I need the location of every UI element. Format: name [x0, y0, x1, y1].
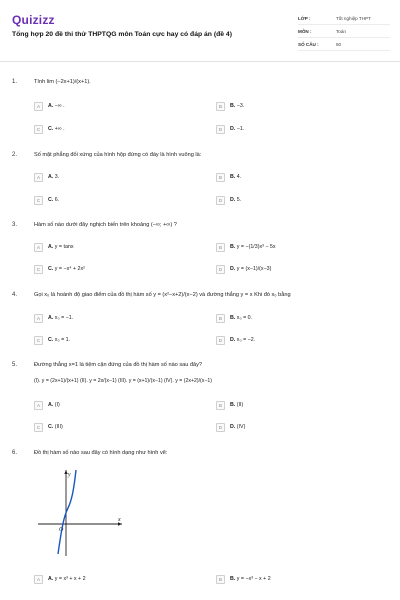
option-value: 6. — [54, 197, 60, 203]
option-label: A. — [48, 315, 54, 321]
y-axis-label: y — [68, 472, 71, 478]
question-text: Gọi x₀ là hoành độ giao điểm của đồ thị hàm số y = (x²−x+2)/(x−2) và đường thẳng y = x Khi đó x₀ bằng — [34, 292, 291, 298]
option-value: x₀ = 1. — [54, 337, 71, 343]
option-label: C. — [48, 337, 54, 343]
option-value: (IV) — [236, 424, 246, 430]
question-number: 4. — [12, 292, 18, 298]
quizizz-logo[interactable]: Quizizz — [12, 13, 55, 27]
option-value: −1. — [236, 126, 245, 132]
option-b[interactable] — [216, 172, 241, 182]
x-axis-label: x — [118, 517, 121, 523]
option-letter: A — [34, 401, 43, 410]
option-b[interactable] — [216, 101, 244, 111]
option-letter: A — [34, 102, 43, 111]
meta-value: Tốt nghiệp THPT — [336, 15, 371, 21]
option-a[interactable] — [34, 101, 65, 111]
option-label: B. — [230, 244, 236, 250]
option-value: 4. — [236, 174, 242, 180]
worksheet-header — [0, 0, 400, 62]
option-a[interactable] — [34, 172, 59, 182]
option-label: A. — [48, 402, 54, 408]
function-list: (I). y = (2x+1)/(x+1) (II). y = 2x/(x−1) (III). y = (x+1)/(x−1) (IV). y = (2x+2)/(x−1) — [34, 378, 213, 384]
option-value: y = −(1/3)x³ − 5x — [236, 244, 276, 250]
option-letter: C — [34, 336, 43, 345]
meta-table — [298, 12, 390, 51]
option-letter: B — [216, 173, 225, 182]
option-label: A. — [48, 576, 54, 582]
option-label: B. — [230, 174, 236, 180]
option-label: C. — [48, 424, 54, 430]
option-d[interactable] — [216, 195, 241, 205]
meta-row-subject — [298, 25, 390, 38]
option-label: B. — [230, 402, 236, 408]
question-text: Hàm số nào dưới đây nghịch biến trên khoảng (−∞; +∞) ? — [34, 222, 177, 228]
option-value: −∞ . — [54, 103, 65, 109]
option-d[interactable] — [216, 335, 255, 345]
question-text: Đồ thị hàm số nào sau đây có hình dạng như hình vẽ: — [34, 450, 168, 456]
option-b[interactable] — [216, 313, 252, 323]
option-label: B. — [230, 315, 236, 321]
option-d[interactable] — [216, 264, 271, 274]
question-4 — [12, 292, 392, 352]
option-value: y = x³ + x + 2 — [54, 576, 86, 582]
option-b[interactable] — [216, 242, 276, 252]
option-letter: B — [216, 102, 225, 111]
meta-row-class — [298, 12, 390, 25]
option-label: C. — [48, 197, 54, 203]
question-1 — [12, 79, 392, 139]
option-letter: C — [34, 125, 43, 134]
option-value: (II) — [236, 402, 244, 408]
option-label: D. — [230, 197, 236, 203]
option-value: y = −x⁴ + 2x² — [54, 266, 85, 272]
option-label: A. — [48, 103, 54, 109]
option-value: y = (x−1)/(x−3) — [236, 266, 272, 272]
meta-value: 50 — [336, 41, 342, 47]
option-value: +∞ . — [54, 126, 65, 132]
function-curve — [58, 470, 76, 554]
option-label: D. — [230, 126, 236, 132]
option-letter: D — [216, 336, 225, 345]
option-c[interactable] — [34, 422, 63, 432]
origin-label: O — [59, 527, 64, 533]
q6-option-a[interactable] — [34, 574, 86, 584]
option-letter: B — [216, 401, 225, 410]
question-3 — [12, 222, 392, 282]
option-letter: B — [216, 243, 225, 252]
option-value: −3. — [236, 103, 245, 109]
question-2 — [12, 152, 392, 212]
question-text: Đường thẳng x=1 là tiệm cận đứng của đồ thị hàm số nào sau đây? — [34, 362, 203, 368]
option-letter: B — [216, 575, 225, 584]
option-c[interactable] — [34, 124, 65, 134]
question-number: 5. — [12, 362, 18, 368]
option-letter: A — [34, 575, 43, 584]
question-number: 3. — [12, 222, 18, 228]
option-value: 3. — [54, 174, 60, 180]
option-a[interactable] — [34, 313, 73, 323]
option-label: C. — [48, 266, 54, 272]
option-label: B. — [230, 576, 236, 582]
meta-row-count — [298, 38, 390, 51]
option-label: A. — [48, 174, 54, 180]
option-value: x₀ = 0. — [236, 315, 253, 321]
option-value: x₀ = −1. — [54, 315, 74, 321]
meta-value: Toán — [336, 28, 346, 34]
question-number: 2. — [12, 152, 18, 158]
document-title: Tổng hợp 20 đề thi thử THPTQG môn Toán cực hay có đáp án (đề 4) — [12, 31, 232, 38]
option-d[interactable] — [216, 124, 244, 134]
option-label: D. — [230, 266, 236, 272]
question-5 — [12, 362, 392, 437]
question-text: Số mặt phẳng đối xứng của hình hộp đứng có đáy là hình vuông là: — [34, 152, 202, 158]
meta-key: MÔN : — [298, 28, 312, 34]
option-letter: D — [216, 265, 225, 274]
option-a[interactable] — [34, 400, 60, 410]
option-value: y = −x³ − x + 2 — [236, 576, 271, 582]
meta-key: LỚP : — [298, 15, 311, 21]
option-value: (III) — [54, 424, 63, 430]
option-value: x₀ = −2. — [236, 337, 256, 343]
question-6 — [12, 450, 392, 462]
question-number: 6. — [12, 450, 18, 456]
cubic-function-graph — [34, 466, 126, 558]
option-letter: B — [216, 314, 225, 323]
option-letter: A — [34, 314, 43, 323]
option-letter: A — [34, 173, 43, 182]
q6-option-b[interactable] — [216, 574, 271, 584]
option-label: A. — [48, 244, 54, 250]
option-letter: D — [216, 196, 225, 205]
option-label: D. — [230, 337, 236, 343]
option-letter: C — [34, 423, 43, 432]
option-c[interactable] — [34, 264, 85, 274]
option-a[interactable] — [34, 242, 74, 252]
option-label: D. — [230, 424, 236, 430]
option-b[interactable] — [216, 400, 243, 410]
option-letter: A — [34, 243, 43, 252]
option-value: (I) — [54, 402, 60, 408]
option-value: y = tanx — [54, 244, 74, 250]
question-number: 1. — [12, 79, 18, 85]
option-letter: C — [34, 265, 43, 274]
option-d[interactable] — [216, 422, 245, 432]
option-letter: C — [34, 196, 43, 205]
option-letter: D — [216, 423, 225, 432]
option-c[interactable] — [34, 335, 70, 345]
option-c[interactable] — [34, 195, 59, 205]
question-text: Tính lim (−2x+1)/(x+1). — [34, 79, 91, 85]
option-label: C. — [48, 126, 54, 132]
option-value: 5. — [236, 197, 242, 203]
meta-key: SỐ CÂU : — [298, 41, 319, 47]
option-label: B. — [230, 103, 236, 109]
option-letter: D — [216, 125, 225, 134]
